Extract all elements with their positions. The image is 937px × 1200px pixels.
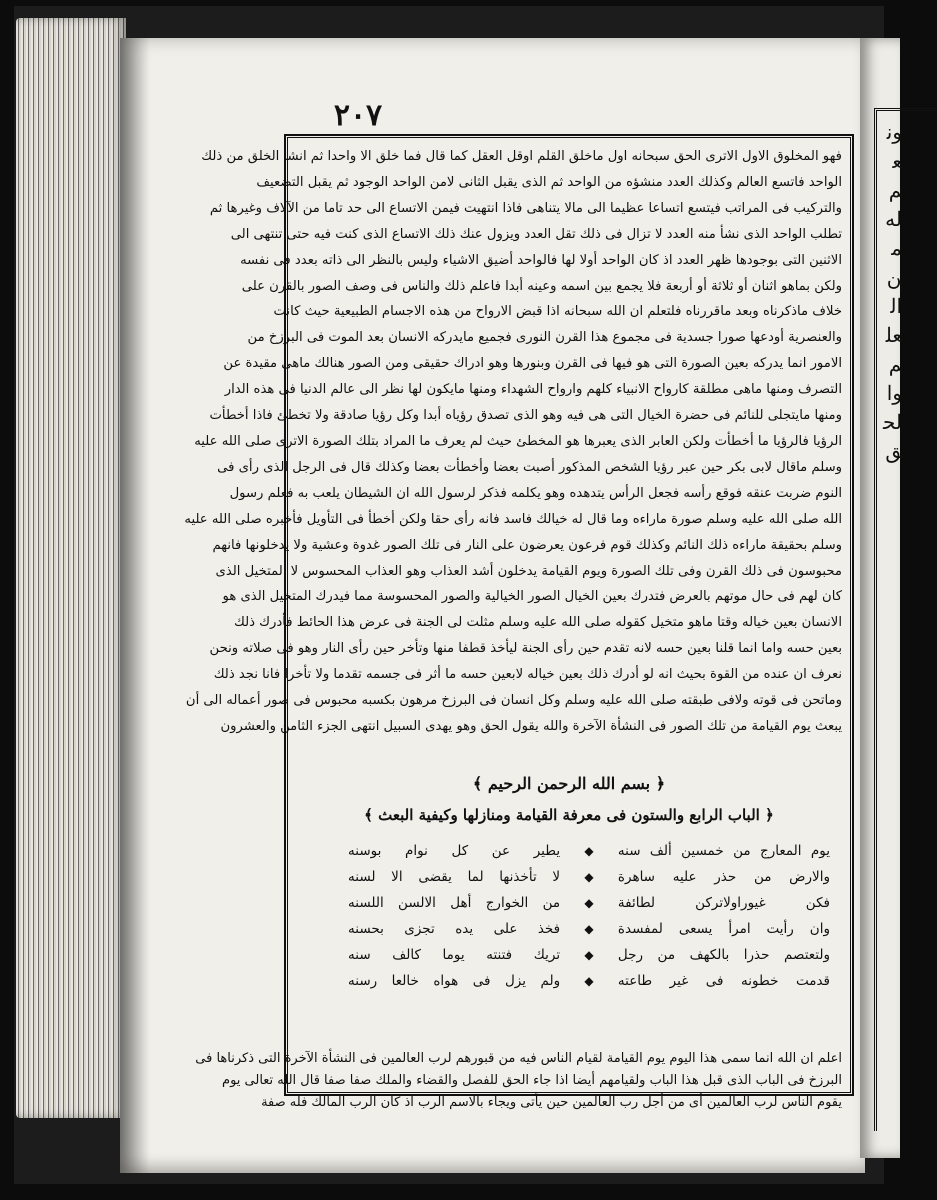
verse-separator: ◆ (584, 844, 594, 858)
text-line: ولكن بماهو اثنان أو ثلاثة أو أربعة فلا يجمع بين اسمه وعينه أبدا فاعلم ذلك والناس فى وصف الصور بالقرن على (241, 278, 842, 294)
text-line: يقوم الناس لرب العالمين أى من أجل رب العالمين حين يأتى ويجاء بالاسم الرب اذ كان الرب المالك فله صفة (261, 1095, 842, 1110)
verse-first-hemistich: وان رأيت امرأ يسعى لمفسدة (617, 921, 830, 937)
verse-second-hemistich: ولم يزل فى هواه خالعا رسنه (348, 973, 561, 989)
text-line: نعرف ان عنده من القوة بحيث انه لو أدرك ذلك بعين خياله لابعين حسه ما أثر فى جسمه تقدما ولا تأخرا فانا نجد ذلك (213, 667, 842, 683)
text-line: وسلم ماقال لابى بكر حين عبر رؤيا الشخص المذكور أصبت بعضا وأخطأت بعضا وكذلك قال فى الرجل الذى رأى فى (217, 459, 842, 475)
page-edges (16, 18, 126, 1118)
text-line: الامور انما يدركه بعين الصورة التى هو فيها فى القرن وبنورها وهو ادراك حقيقى ومن الصور هنالك ماهى مقيدة عن (223, 356, 842, 372)
verse (348, 838, 830, 864)
verse (348, 890, 830, 916)
text-line: الاثنين التى بوجودها ظهر العدد اذ كان الواحد أولا لها فالواحد أضيق الاشياء وليس بالنظر الى ذاته بعدد فى نفسه (240, 252, 842, 268)
text-line: اعلم ان الله انما سمى هذا اليوم يوم القيامة لقيام الناس فيه من قبورهم لرب العالمين فى النشأة الآخرة التى ذكرناها فى (195, 1051, 842, 1066)
spine-shadow (120, 38, 150, 1173)
verse-first-hemistich: فكن غيوراولاتركن لطائفة (617, 895, 830, 911)
verse-separator: ◆ (584, 948, 594, 962)
chapter-title: ﴿ الباب الرابع والستون فى معرفة القيامة ومنازلها وكيفية البعث ﴾ (364, 806, 774, 824)
text-line: كان لهم فى حال موتهم بالعرض فتدرك بعين الخيال الصور الخيالية والصور المحسوسة مما فيدرك المتخيل الذى هو (222, 589, 842, 605)
verse-first-hemistich: ولتعتصم حذرا بالكهف من رجل (617, 947, 830, 963)
closing-text-block (195, 1048, 842, 1114)
text-line: بعين حسه واما انما قلنا بعين حسه لانه تقدم حين رأى الجنة ليأخذ قطفا منها وتأخر حين رأى النار وهو فى صلاته ونحن (209, 641, 842, 657)
text-line: تطلب الواحد الذى نشأ منه العدد لا تزال فى ذلك تقل العدد ويزول عنك ذلك الاتساع الذى كنت فيه حتى تنتهى الى (230, 226, 842, 242)
verse-first-hemistich: قدمت خطونه فى غير طاعته (617, 973, 830, 989)
text-line: فهو المخلوق الاول الاترى الحق سبحانه اول ماخلق القلم اوقل العقل كما قال فما خلق الا واحدا ثم انشا الخلق من ذلك (201, 149, 842, 164)
text-line: محبوسون فى ذلك القرن وفى تلك الصورة ويوم القيامة يدخلون أشد العذاب وهو العذاب المحسوس لا المتخيل الذى (215, 563, 842, 579)
text-line: ومنها مايتجلى للنائم فى حضرة الخيال التى هى فيه وهو الذى تصدق رؤياه أبدا وكل رؤيا صادقة ولا تخطئ فاذا أخطأت (209, 408, 842, 424)
adjacent-page-text: ونعم له من العلم والحق (882, 120, 902, 463)
text-line: وسلم بحقيقة ماراءه ذلك النائم وكذلك قوم فرعون يعرضون على النار فى تلك الصور غدوة وعشية ولا يدخلونها فانهم (212, 537, 842, 553)
verse-second-hemistich: فخذ على يده تجزى بحسنه (348, 921, 561, 937)
verse-separator: ◆ (584, 896, 594, 910)
verse-second-hemistich: من الخوارج أهل الالسن اللسنه (348, 895, 561, 911)
verse-second-hemistich: يطير عن كل نوام بوسنه (348, 843, 561, 859)
text-line: الواحد فاتسع العالم وكذلك العدد منشؤه من الواحد ثم الذى يقبل الثانى لامن الواحد الوجود ثم يقبل التضعيف (256, 174, 842, 190)
page-number: ٢٠٧ (333, 98, 383, 133)
text-line: الانسان بعين خياله وقتا ماهو متخيل كقوله صلى الله عليه وسلم مثلت لى الجنة فى عرض هذا الحائط فأدرك ذلك (233, 615, 842, 631)
poem (348, 838, 830, 994)
verse-separator: ◆ (584, 870, 594, 884)
verse (348, 968, 830, 994)
text-line: الرؤيا فالرؤيا ما أخطأت ولكن العابر الذى يعبرها هو المخطئ حيث لم يعرف ما المراد بتلك الصورة الاترى صلى الله عليه (194, 433, 842, 449)
verse-separator: ◆ (584, 974, 594, 988)
verse-second-hemistich: تريك فتنته يوما كالف سنه (348, 947, 561, 963)
text-line: والتركيب فى المراتب فيتسع اتساعا عظيما الى مالا يتناهى فاذا انتهيت فيمن الاتساع الى حد تاما من الآلاف وغيرها ثم (209, 200, 842, 216)
verse-first-hemistich: والارض من حذر عليه ساهرة (617, 869, 830, 885)
verse (348, 864, 830, 890)
main-text-block (184, 144, 842, 740)
verse (348, 942, 830, 968)
text-frame (184, 135, 853, 1110)
basmala: ﴿ بسم الله الرحمن الرحيم ﴾ (472, 774, 666, 793)
verse (348, 916, 830, 942)
verse-second-hemistich: لا تأخذنها لما يقضى الا لسنه (348, 869, 561, 885)
text-line: وماتحن فى قوته ولافى طبقته صلى الله عليه وسلم وكل انسان فى البرزخ مرهون بكسبه محبوس فى صور أعماله الى أن (185, 693, 842, 709)
text-line: الله صلى الله عليه وسلم صورة ماراءه وما قال له خيالك فاسد فانه رأى حقا ولكن أخطأ فى التأويل فأخبره صلى الله عليه (184, 511, 842, 527)
text-line: التصرف ومنها ماهى مطلقة كارواح الانبياء كلهم وارواح الشهداء ومنها مايكون لها نظر الى عالم الدنيا فى هذه الدار (224, 382, 842, 398)
text-line: والعنصرية أودعها صورا جسدية فى مجموع هذا القرن النورى فجميع مايدركه الانسان بعد الموت فى البرزخ من (247, 330, 842, 346)
verse-first-hemistich: يوم المعارج من خمسين ألف سنه (617, 843, 830, 859)
adjacent-page (860, 38, 900, 1158)
text-line: النوم ضربت عنقه فوقع رأسه فجعل الرأس يتدهده وهو يكلمه فذكر لرسول الله ان الشيطان يلعب به فعلم رسول (229, 485, 842, 501)
text-line: خلاف ماذكرناه وبعد ماقررناه فلتعلم ان الله سبحانه اذا قبض الارواح من هذه الاجسام الطبيعية حيث كانت (273, 304, 842, 320)
text-line: يبعث يوم القيامة من تلك الصور فى النشأة الآخرة والله يقول الحق وهو يهدى السبيل انتهى الجزء الثامن والعشرون (220, 718, 842, 734)
text-line: البرزخ فى الباب الذى قبل هذا الباب ولقيامهم أيضا اذا جاء الحق للفصل والقضاء والملك صفا صفا قال الله تعالى يوم (222, 1073, 842, 1088)
verse-separator: ◆ (584, 922, 594, 936)
